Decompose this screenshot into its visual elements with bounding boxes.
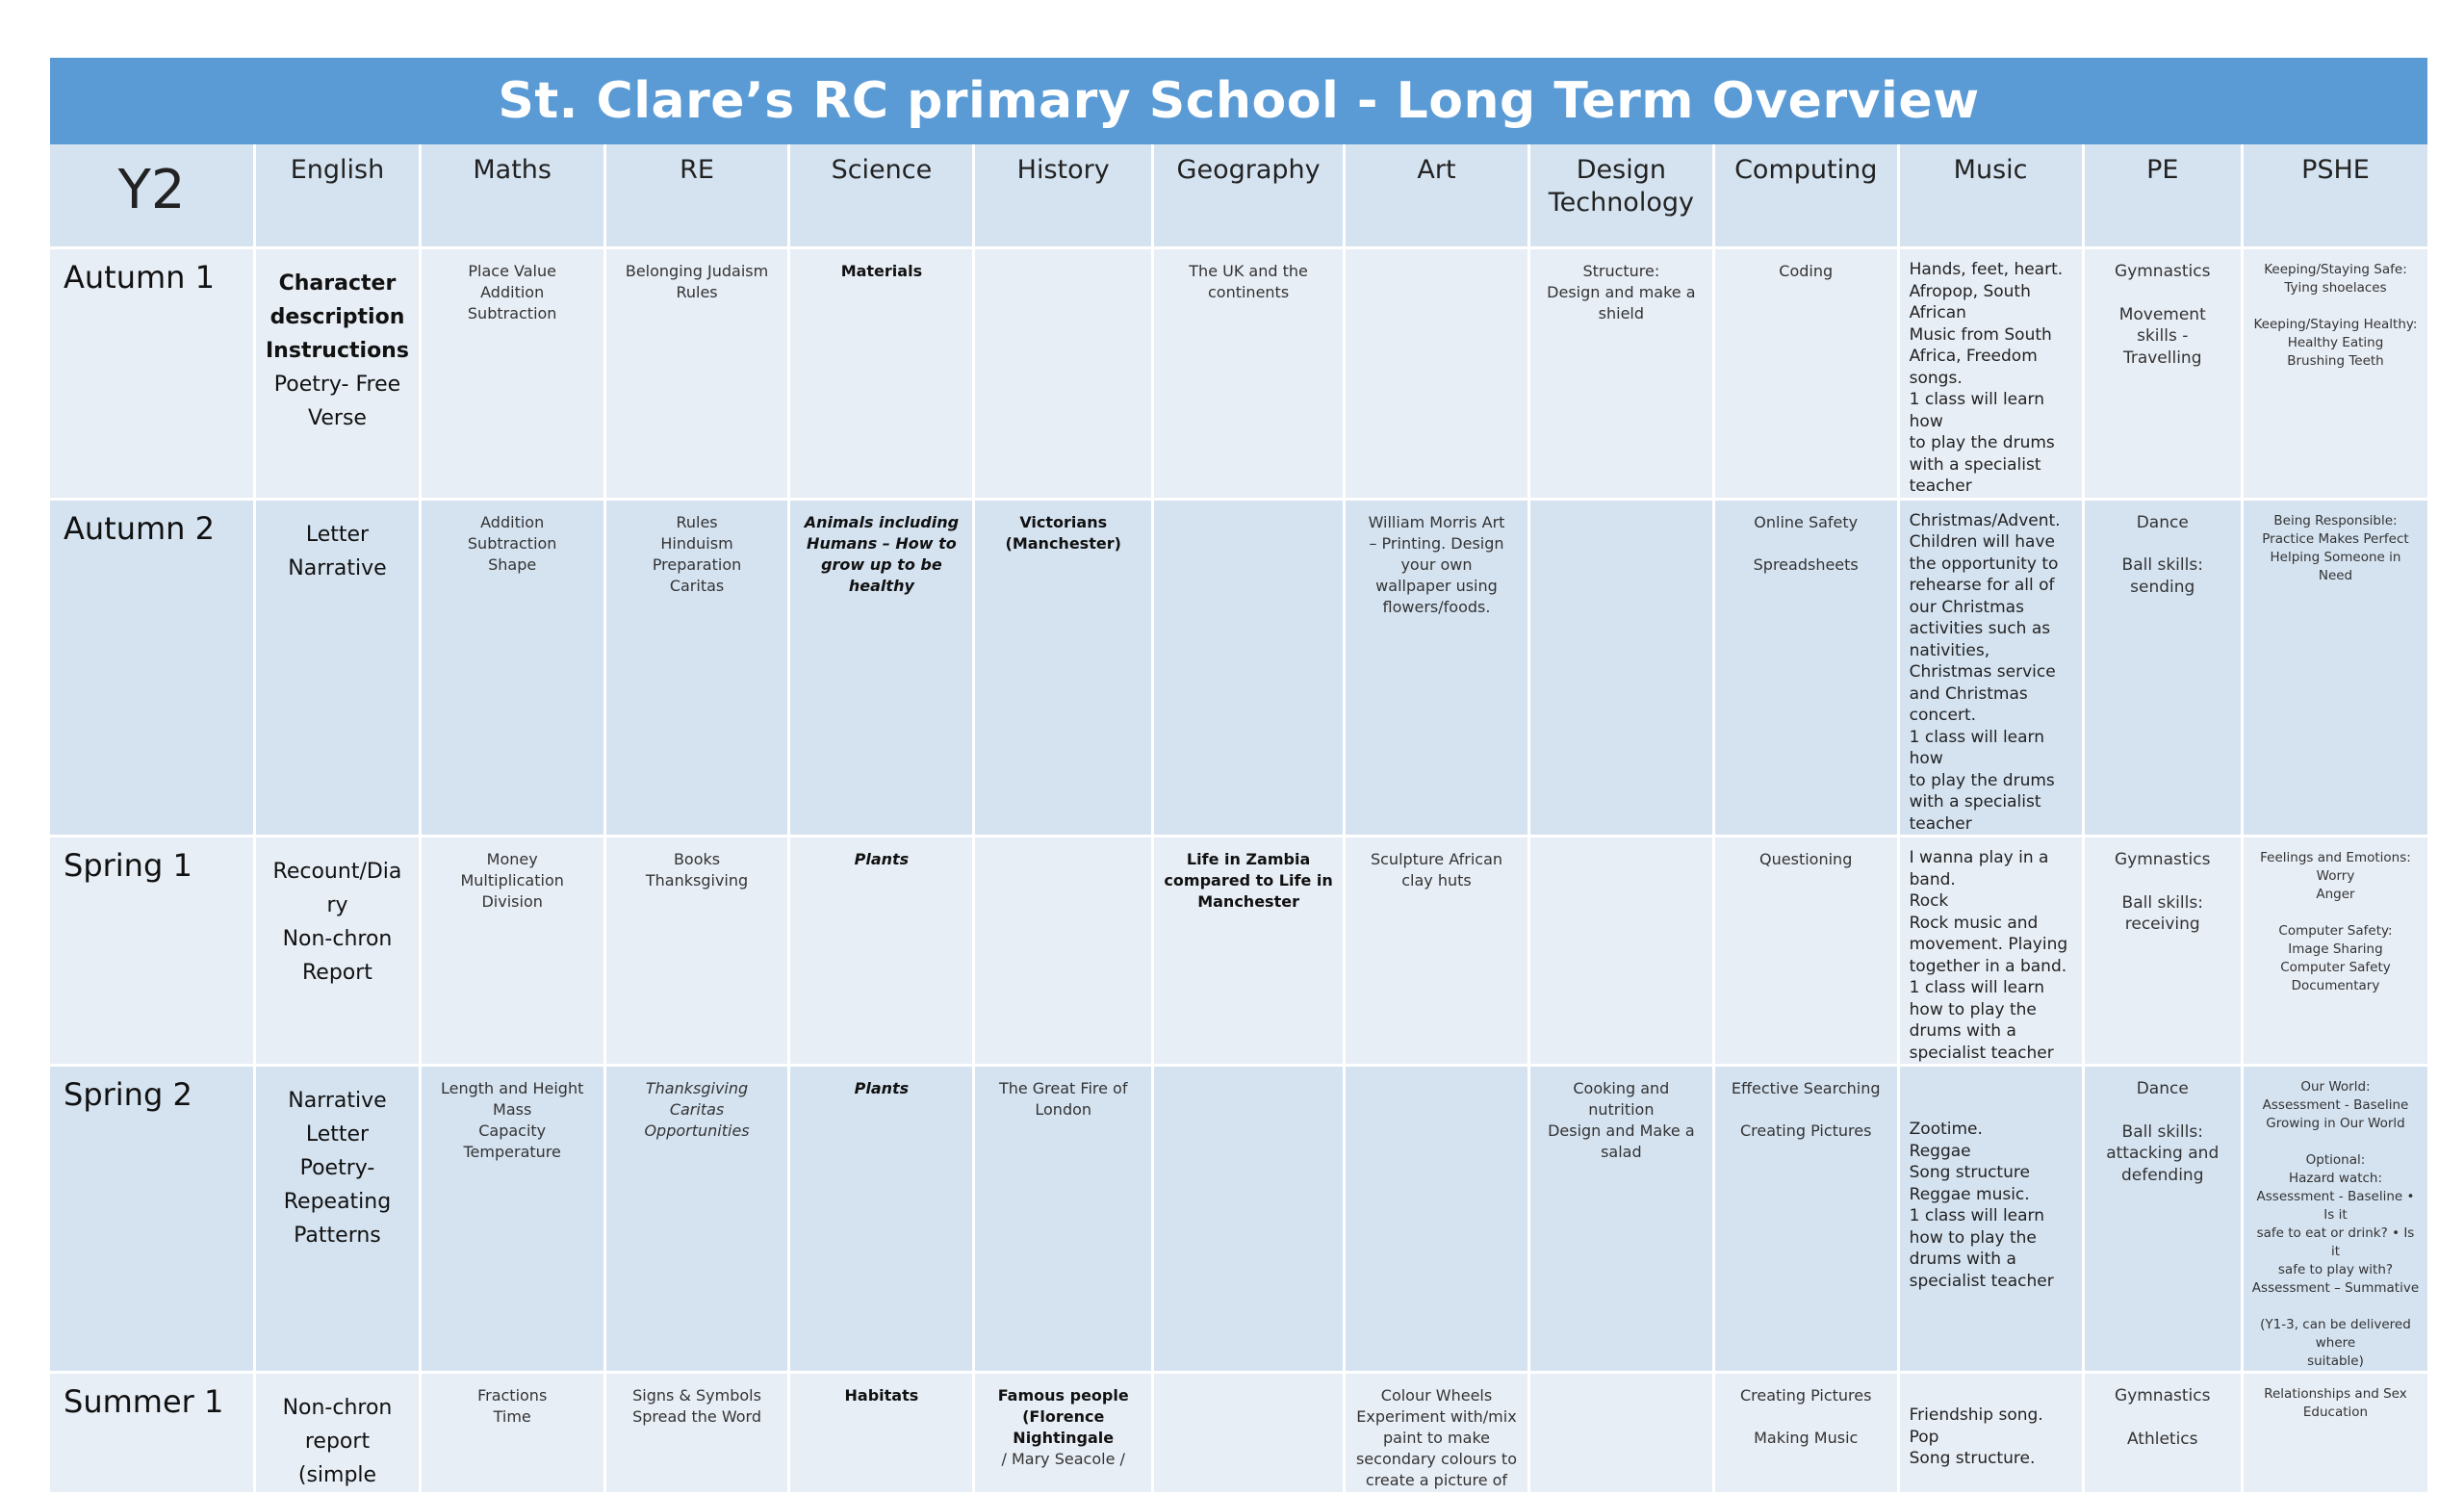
pe-line: Gymnastics <box>2115 1386 2211 1405</box>
computing-line: Coding <box>1779 262 1834 280</box>
science-cell <box>790 1067 972 1374</box>
maths-line: Addition <box>480 283 545 301</box>
computing-line <box>1721 1099 1891 1121</box>
art-line: flowers/foods. <box>1382 597 1491 616</box>
history-line: (Florence <box>1022 1407 1105 1426</box>
art-line: create a picture of <box>1365 1471 1508 1489</box>
art-cell <box>1346 838 1527 1067</box>
science-line: Materials <box>840 262 923 280</box>
music-line: I wanna play in a <box>1909 848 2049 867</box>
maths-line: Addition <box>480 512 545 531</box>
history-cell <box>975 1374 1151 1495</box>
pe-line <box>2091 533 2235 554</box>
art-line: Experiment with/mix <box>1356 1407 1517 1426</box>
overview-sheet <box>50 58 2427 1495</box>
science-line: grow up to be <box>821 554 942 574</box>
music-line: with a specialist <box>1909 454 2041 475</box>
pshe-line: Being Responsible: <box>2273 512 2398 528</box>
pe-line: sending <box>2130 577 2195 597</box>
music-line: to play the drums <box>1909 433 2055 452</box>
re-line: Preparation <box>652 554 742 574</box>
geography-line: Manchester <box>1197 892 1299 911</box>
re-line: Caritas <box>669 1100 725 1119</box>
music-cell <box>1900 1067 2082 1374</box>
pe-line: Athletics <box>2126 1429 2198 1449</box>
maths-cell <box>422 1374 603 1495</box>
english-line: Narrative <box>288 555 387 580</box>
music-line: Children will have <box>1909 532 2055 552</box>
science-line: healthy <box>848 576 914 595</box>
english-line: description <box>270 305 405 329</box>
history-line: London <box>1035 1100 1092 1119</box>
science-cell <box>790 249 972 501</box>
music-line: teacher <box>1909 813 1972 834</box>
term-label: Autumn 1 <box>50 249 253 501</box>
pe-line: Gymnastics <box>2115 262 2211 281</box>
computing-cell <box>1715 1374 1897 1495</box>
overview-table <box>47 144 2430 1495</box>
pe-cell <box>2085 838 2241 1067</box>
maths-line: Time <box>493 1407 531 1426</box>
subject-header: Geography <box>1154 144 1343 249</box>
pshe-line: Assessment - Baseline • Is it <box>2256 1189 2415 1223</box>
pshe-cell <box>2244 249 2427 501</box>
computing-line: Online Safety <box>1754 512 1859 531</box>
music-line <box>1910 1097 2076 1119</box>
re-line: Signs & Symbols <box>632 1386 761 1405</box>
pshe-line: Assessment - Baseline <box>2262 1097 2409 1113</box>
maths-line: Subtraction <box>467 533 557 553</box>
music-line: Rock music and <box>1909 913 2039 933</box>
re-cell <box>606 1374 788 1495</box>
art-cell <box>1346 1067 1527 1374</box>
history-line: Famous people <box>997 1386 1129 1405</box>
pshe-line <box>2251 297 2420 316</box>
music-line: concert. <box>1909 706 1977 725</box>
year-label: Y2 <box>50 144 253 249</box>
pshe-cell <box>2244 838 2427 1067</box>
art-cell <box>1346 249 1527 501</box>
dt-line: Design and Make a <box>1548 1121 1695 1140</box>
maths-line: Shape <box>488 554 537 574</box>
geography-line: compared to Life in <box>1164 871 1333 889</box>
subject-header: Computing <box>1715 144 1897 249</box>
pe-line: receiving <box>2124 915 2200 934</box>
pshe-line: Healthy Eating <box>2287 335 2384 350</box>
music-line: how to play the <box>1909 999 2037 1019</box>
art-cell <box>1346 501 1527 838</box>
maths-line: Mass <box>493 1100 532 1119</box>
history-line: Nightingale <box>1013 1429 1115 1447</box>
science-cell <box>790 501 972 838</box>
pshe-line: Worry <box>2316 868 2355 884</box>
music-line: Christmas/Advent. <box>1909 510 2061 530</box>
art-line: – Printing. Design <box>1369 533 1504 553</box>
pe-line <box>2091 283 2235 304</box>
english-line: Character <box>278 271 397 296</box>
computing-line: Questioning <box>1759 850 1853 868</box>
pshe-line: Keeping/Staying Safe: <box>2264 262 2407 277</box>
pshe-line: Helping Someone in Need <box>2270 549 2401 583</box>
art-line: clay huts <box>1401 871 1472 889</box>
pshe-line: Growing in Our World <box>2266 1116 2405 1131</box>
music-line: the opportunity to <box>1909 554 2059 574</box>
pshe-cell <box>2244 1374 2427 1495</box>
pe-line <box>2091 871 2235 892</box>
english-line: Non-chron <box>282 927 393 951</box>
art-cell <box>1346 1374 1527 1495</box>
pshe-line: Image Sharing <box>2288 941 2383 957</box>
english-line: Repeating <box>283 1190 392 1214</box>
english-line: Recount/Dia <box>272 860 402 884</box>
subject-header: English <box>256 144 419 249</box>
subject-header: Science <box>790 144 972 249</box>
subject-header: Maths <box>422 144 603 249</box>
pshe-cell <box>2244 501 2427 838</box>
computing-line: Creating Pictures <box>1739 1386 1872 1405</box>
computing-line <box>1721 533 1891 554</box>
music-line: movement. Playing <box>1909 935 2068 954</box>
english-line: Verse <box>308 406 367 430</box>
pshe-line <box>2251 904 2420 922</box>
pshe-line <box>2251 1133 2420 1151</box>
maths-line: Money <box>486 850 538 868</box>
dt-cell <box>1530 501 1712 838</box>
computing-cell <box>1715 501 1897 838</box>
history-cell <box>975 501 1151 838</box>
maths-cell <box>422 1067 603 1374</box>
re-line: Rules <box>676 283 718 301</box>
pshe-line: Documentary <box>2291 978 2380 993</box>
art-line: your own <box>1400 554 1473 574</box>
re-line: Belonging Judaism <box>625 262 769 280</box>
subject-header: Music <box>1900 144 2082 249</box>
table-row <box>50 1374 2427 1495</box>
history-cell <box>975 1067 1151 1374</box>
re-cell <box>606 249 788 501</box>
dt-line: nutrition <box>1588 1100 1655 1119</box>
music-line: Afropop, South <box>1909 281 2031 301</box>
music-line: together in a band. <box>1909 956 2067 976</box>
english-cell <box>256 501 419 838</box>
re-line: Rules <box>676 512 718 531</box>
pe-line <box>2091 1407 2235 1429</box>
pshe-line: Tying shoelaces <box>2284 280 2387 296</box>
geography-cell <box>1154 249 1343 501</box>
geography-cell <box>1154 501 1343 838</box>
re-cell <box>606 1067 788 1374</box>
header-row <box>50 144 2427 249</box>
english-line: Non-chron <box>282 1396 393 1420</box>
geography-line: Life in Zambia <box>1186 850 1311 868</box>
history-line: / Mary Seacole / <box>1001 1450 1125 1468</box>
subject-header: Art <box>1346 144 1527 249</box>
maths-cell <box>422 838 603 1067</box>
pshe-line: Education <box>2302 1405 2369 1420</box>
computing-cell <box>1715 838 1897 1067</box>
science-line: Humans – How to <box>807 533 957 553</box>
history-line: (Manchester) <box>1005 533 1121 553</box>
music-line: Pop <box>1909 1427 1939 1447</box>
music-line: Zootime. <box>1909 1120 1983 1139</box>
pe-line: Gymnastics <box>2115 850 2211 869</box>
re-line: Books <box>673 850 721 868</box>
music-line: Africa, Freedom <box>1909 347 2038 366</box>
english-line: Letter <box>305 522 370 547</box>
pe-line: Movement <box>2118 304 2206 324</box>
computing-cell <box>1715 249 1897 501</box>
pshe-line: Hazard watch: <box>2288 1171 2383 1186</box>
maths-line: Capacity <box>478 1121 547 1140</box>
english-cell <box>256 1374 419 1495</box>
music-line: 1 class will learn how <box>1909 390 2045 431</box>
pshe-line <box>2251 1298 2420 1316</box>
music-line: our Christmas <box>1909 597 2024 617</box>
pe-line: defending <box>2120 1165 2204 1185</box>
maths-line: Temperature <box>463 1143 561 1161</box>
dt-line: shield <box>1598 304 1645 322</box>
music-line: nativities, <box>1909 640 1990 660</box>
science-cell <box>790 838 972 1067</box>
pe-line: Travelling <box>2122 348 2202 368</box>
pe-line: Ball skills: <box>2121 892 2203 913</box>
pshe-line: Brushing Teeth <box>2287 353 2384 369</box>
music-line: to play the drums <box>1909 770 2055 790</box>
computing-line: Creating Pictures <box>1739 1121 1872 1140</box>
music-line <box>1910 1383 2076 1405</box>
music-line: rehearse for all of <box>1909 576 2055 595</box>
science-cell <box>790 1374 972 1495</box>
table-row <box>50 501 2427 838</box>
pshe-line: Our World: <box>2300 1079 2371 1095</box>
dt-line: Structure: <box>1582 262 1660 280</box>
dt-line: Cooking and <box>1573 1079 1670 1097</box>
art-line: William Morris Art <box>1368 512 1505 531</box>
geography-cell <box>1154 1067 1343 1374</box>
maths-line: Place Value <box>468 262 556 280</box>
art-line: paint to make <box>1383 1429 1490 1447</box>
music-line: Christmas service <box>1909 662 2056 682</box>
art-line: Sculpture African <box>1370 850 1503 868</box>
music-line <box>1910 1076 2076 1097</box>
re-cell <box>606 838 788 1067</box>
pshe-line: Anger <box>2316 887 2355 902</box>
dt-cell <box>1530 249 1712 501</box>
geography-cell <box>1154 838 1343 1067</box>
pshe-line: suitable) <box>2307 1353 2364 1369</box>
music-line: and Christmas <box>1909 683 2028 704</box>
english-line: ry <box>326 893 348 917</box>
music-line: songs. <box>1909 368 1963 388</box>
term-label: Spring 2 <box>50 1067 253 1374</box>
english-line: Poetry- Free <box>273 373 401 397</box>
history-line: The Great Fire of <box>998 1079 1128 1097</box>
pshe-line: Computer Safety: <box>2278 923 2393 939</box>
music-line: drums with a <box>1909 1021 2016 1041</box>
computing-line: Spreadsheets <box>1753 554 1859 574</box>
science-line: Plants <box>854 1079 910 1097</box>
geography-line: The UK and the <box>1189 262 1308 280</box>
history-cell <box>975 838 1151 1067</box>
pshe-line: Optional: <box>2305 1152 2366 1168</box>
music-cell <box>1900 1374 2082 1495</box>
english-cell <box>256 1067 419 1374</box>
geography-cell <box>1154 1374 1343 1495</box>
table-row <box>50 1067 2427 1374</box>
re-line: Spread the Word <box>632 1407 761 1426</box>
maths-line: Multiplication <box>460 871 564 889</box>
dt-cell <box>1530 838 1712 1067</box>
music-line: Reggae music. <box>1909 1184 2030 1204</box>
re-line: Thanksgiving <box>645 871 749 889</box>
maths-line: Division <box>481 892 543 911</box>
maths-line: Fractions <box>477 1386 548 1405</box>
english-cell <box>256 249 419 501</box>
music-line: Music from South <box>1909 324 2052 345</box>
pshe-cell <box>2244 1067 2427 1374</box>
english-line: Poetry- <box>299 1156 375 1180</box>
art-line: wallpaper using <box>1375 576 1498 595</box>
re-line: Opportunities <box>644 1121 750 1140</box>
english-line: report <box>304 1430 371 1454</box>
pe-line: Dance <box>2136 512 2189 532</box>
music-cell <box>1900 501 2082 838</box>
music-line: how to play the <box>1909 1227 2037 1248</box>
subject-header: Design Technology <box>1530 144 1712 249</box>
english-line: Instructions <box>266 339 409 363</box>
music-line: Hands, feet, heart. <box>1909 260 2064 279</box>
pe-line: Ball skills: <box>2121 1121 2203 1142</box>
english-cell <box>256 838 419 1067</box>
english-line: (simple <box>297 1463 377 1487</box>
music-line: Song structure <box>1909 1163 2030 1182</box>
re-line: Thanksgiving <box>645 1079 749 1097</box>
maths-cell <box>422 249 603 501</box>
history-line: Victorians <box>1019 512 1108 531</box>
table-row <box>50 838 2427 1067</box>
subject-header: PSHE <box>2244 144 2427 249</box>
dt-cell <box>1530 1374 1712 1495</box>
pshe-line: (Y1-3, can be delivered where <box>2260 1317 2411 1351</box>
computing-line: Effective Searching <box>1731 1079 1881 1097</box>
re-cell <box>606 501 788 838</box>
term-label: Spring 1 <box>50 838 253 1067</box>
music-line: band. <box>1909 869 1956 889</box>
art-line: secondary colours to <box>1355 1450 1517 1468</box>
table-row <box>50 249 2427 501</box>
computing-cell <box>1715 1067 1897 1374</box>
table-body <box>50 249 2427 1495</box>
science-line: Habitats <box>844 1386 919 1405</box>
pe-line: attacking and <box>2106 1144 2220 1163</box>
maths-line: Length and Height <box>441 1079 584 1097</box>
pshe-line: safe to play with? <box>2277 1262 2394 1277</box>
music-line: activities such as <box>1909 619 2051 638</box>
pshe-line: Assessment – Summative <box>2251 1280 2420 1296</box>
pshe-line: safe to eat or drink? • Is it <box>2256 1225 2415 1259</box>
english-line: Narrative <box>288 1089 387 1113</box>
music-cell <box>1900 838 2082 1067</box>
music-line: Song structure. <box>1909 1449 2036 1468</box>
term-label: Autumn 2 <box>50 501 253 838</box>
subject-header: History <box>975 144 1151 249</box>
english-line: Report <box>302 961 372 985</box>
music-line: 1 class will learn <box>1909 1206 2045 1225</box>
pe-cell <box>2085 1374 2241 1495</box>
computing-line <box>1721 1406 1891 1428</box>
pe-cell <box>2085 1067 2241 1374</box>
music-line: drums with a <box>1909 1250 2016 1269</box>
music-line: Friendship song. <box>1909 1405 2043 1425</box>
subject-header: RE <box>606 144 788 249</box>
music-line: 1 class will learn how <box>1909 727 2045 768</box>
pe-line: Ball skills: <box>2121 555 2203 575</box>
dt-line: salad <box>1601 1143 1642 1161</box>
pe-line: skills - <box>2137 326 2189 346</box>
pe-line: Dance <box>2136 1079 2189 1098</box>
pe-line <box>2091 1100 2235 1121</box>
music-line: specialist teacher <box>1909 1271 2054 1291</box>
pshe-line: Keeping/Staying Healthy: <box>2253 317 2418 332</box>
pshe-line: Relationships and Sex <box>2264 1386 2407 1402</box>
pshe-line: Feelings and Emotions: <box>2260 850 2411 865</box>
music-line: 1 class will learn <box>1909 978 2045 997</box>
dt-line: Design and make a <box>1547 283 1696 301</box>
music-line: specialist teacher <box>1909 1043 2054 1063</box>
english-line: Patterns <box>294 1224 381 1248</box>
re-line: Hinduism <box>660 533 733 553</box>
geography-line: continents <box>1207 283 1290 301</box>
pe-cell <box>2085 501 2241 838</box>
music-line: Rock <box>1909 891 1949 911</box>
maths-line: Subtraction <box>467 304 557 322</box>
music-cell <box>1900 249 2082 501</box>
re-line: Caritas <box>669 576 725 595</box>
pshe-line: Computer Safety <box>2280 960 2391 975</box>
music-line: Reggae <box>1909 1141 1971 1161</box>
music-line: teacher <box>1909 477 1972 496</box>
history-cell <box>975 249 1151 501</box>
pe-cell <box>2085 249 2241 501</box>
term-label: Summer 1 <box>50 1374 253 1495</box>
science-line: Animals including <box>804 512 960 531</box>
music-line: with a specialist <box>1909 792 2041 812</box>
dt-cell <box>1530 1067 1712 1374</box>
subject-header: PE <box>2085 144 2241 249</box>
art-line: Colour Wheels <box>1380 1386 1493 1405</box>
maths-cell <box>422 501 603 838</box>
science-line: Plants <box>854 850 910 868</box>
computing-line: Making Music <box>1754 1429 1859 1447</box>
page-title: St. Clare’s RC primary School - Long Term Overview <box>50 58 2427 144</box>
pshe-line: Practice Makes Perfect <box>2262 530 2409 547</box>
english-line: Letter <box>305 1122 370 1147</box>
music-line: African <box>1909 303 1966 322</box>
